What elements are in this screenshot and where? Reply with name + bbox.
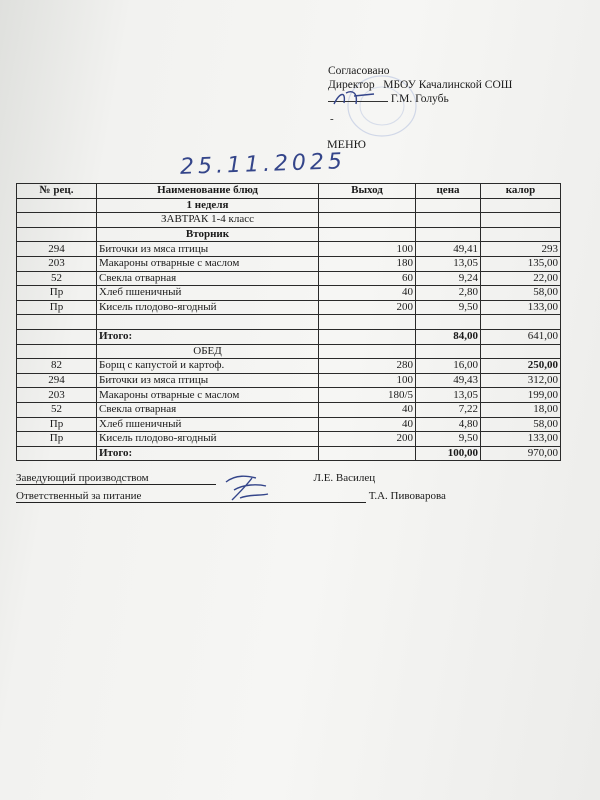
dish-output: 200 bbox=[319, 432, 416, 447]
dish-output: 100 bbox=[319, 373, 416, 388]
lunch-dish-row bbox=[17, 373, 561, 388]
day-label: Вторник bbox=[97, 227, 319, 242]
lunch-dish-row bbox=[17, 432, 561, 447]
dish-name: Биточки из мяса птицы bbox=[97, 242, 319, 257]
dish-price: 9,24 bbox=[416, 271, 481, 286]
lunch-dish-row bbox=[17, 417, 561, 432]
dish-price: 16,00 bbox=[416, 359, 481, 374]
breakfast-dish-row bbox=[17, 286, 561, 301]
dish-calories: 133,00 bbox=[481, 300, 561, 315]
dish-name: Макароны отварные с маслом bbox=[97, 256, 319, 271]
dish-output: 40 bbox=[319, 417, 416, 432]
total-label: Итого: bbox=[97, 446, 319, 461]
header-cell: калор bbox=[481, 184, 561, 199]
dish-calories: 58,00 bbox=[481, 286, 561, 301]
dish-calories: 312,00 bbox=[481, 373, 561, 388]
manager-label: Заведующий производством bbox=[16, 472, 216, 485]
breakfast-title-row bbox=[17, 213, 561, 228]
dish-calories: 250,00 bbox=[481, 359, 561, 374]
dish-name: Хлеб пшеничный bbox=[97, 417, 319, 432]
dish-name: Кисель плодово-ягодный bbox=[97, 432, 319, 447]
dish-price: 9,50 bbox=[416, 432, 481, 447]
header-cell: Наименование блюд bbox=[97, 184, 319, 199]
recipe-number: Пр bbox=[17, 300, 97, 315]
approval-agreed: Согласовано bbox=[328, 65, 390, 77]
dish-calories: 293 bbox=[481, 242, 561, 257]
responsible-name: Т.А. Пивоварова bbox=[368, 490, 446, 502]
header-row bbox=[17, 184, 561, 199]
menu-table bbox=[16, 183, 561, 461]
empty-row bbox=[17, 315, 561, 330]
dish-name: Борщ с капустой и картоф. bbox=[97, 359, 319, 374]
breakfast_total-row bbox=[17, 329, 561, 344]
director-role: Директор bbox=[328, 79, 375, 91]
dish-output: 100 bbox=[319, 242, 416, 257]
handwritten-date: 25.11.2025 bbox=[179, 149, 347, 180]
menu-title: МЕНЮ bbox=[327, 137, 366, 151]
dish-price: 49,41 bbox=[416, 242, 481, 257]
breakfast-dish-row bbox=[17, 256, 561, 271]
dish-output: 180 bbox=[319, 256, 416, 271]
dish-calories: 22,00 bbox=[481, 271, 561, 286]
dish-calories: 135,00 bbox=[481, 256, 561, 271]
recipe-number: 294 bbox=[17, 242, 97, 257]
total-label: Итого: bbox=[97, 329, 319, 344]
week-row bbox=[17, 198, 561, 213]
recipe-number: Пр bbox=[17, 286, 97, 301]
recipe-number: 52 bbox=[17, 402, 97, 417]
director-signature bbox=[330, 88, 380, 110]
dish-name: Кисель плодово-ягодный bbox=[97, 300, 319, 315]
dash-mark: - bbox=[330, 113, 334, 125]
dish-price: 2,80 bbox=[416, 286, 481, 301]
dish-output: 200 bbox=[319, 300, 416, 315]
dish-name: Макароны отварные с маслом bbox=[97, 388, 319, 403]
lunch-dish-row bbox=[17, 402, 561, 417]
responsible-label: Ответственный за питание bbox=[16, 490, 366, 503]
lunch-title-row bbox=[17, 344, 561, 359]
recipe-number: Пр bbox=[17, 417, 97, 432]
week-label: 1 неделя bbox=[97, 198, 319, 213]
dish-calories: 133,00 bbox=[481, 432, 561, 447]
recipe-number: Пр bbox=[17, 432, 97, 447]
dish-name: Свекла отварная bbox=[97, 271, 319, 286]
lunch_total-row bbox=[17, 446, 561, 461]
header-cell: Выход bbox=[319, 184, 416, 199]
breakfast-dish-row bbox=[17, 300, 561, 315]
manager-name: Л.Е. Василец bbox=[313, 472, 376, 484]
lunch-dish-row bbox=[17, 359, 561, 374]
day-row bbox=[17, 227, 561, 242]
dish-output: 280 bbox=[319, 359, 416, 374]
dish-name: Свекла отварная bbox=[97, 402, 319, 417]
header-cell: № рец. bbox=[17, 184, 97, 199]
dish-name: Хлеб пшеничный bbox=[97, 286, 319, 301]
total-calories: 641,00 bbox=[481, 329, 561, 344]
header-cell: цена bbox=[416, 184, 481, 199]
dish-price: 4,80 bbox=[416, 417, 481, 432]
recipe-number: 203 bbox=[17, 256, 97, 271]
dish-price: 9,50 bbox=[416, 300, 481, 315]
dish-price: 13,05 bbox=[416, 388, 481, 403]
school-name: МБОУ Качалинской СОШ bbox=[383, 79, 513, 91]
dish-output: 180/5 bbox=[319, 388, 416, 403]
dish-calories: 199,00 bbox=[481, 388, 561, 403]
recipe-number: 82 bbox=[17, 359, 97, 374]
total-calories: 970,00 bbox=[481, 446, 561, 461]
responsible-line bbox=[16, 490, 446, 503]
total-price: 100,00 bbox=[416, 446, 481, 461]
dish-price: 7,22 bbox=[416, 402, 481, 417]
lunch-title: ОБЕД bbox=[97, 344, 319, 359]
dish-price: 49,43 bbox=[416, 373, 481, 388]
dish-output: 40 bbox=[319, 286, 416, 301]
breakfast-title: ЗАВТРАК 1-4 класс bbox=[97, 213, 319, 228]
recipe-number: 203 bbox=[17, 388, 97, 403]
lunch-dish-row bbox=[17, 388, 561, 403]
total-price: 84,00 bbox=[416, 329, 481, 344]
manager-line bbox=[16, 472, 375, 485]
breakfast-dish-row bbox=[17, 271, 561, 286]
director-name: Г.М. Голубь bbox=[390, 93, 449, 105]
recipe-number: 52 bbox=[17, 271, 97, 286]
dish-price: 13,05 bbox=[416, 256, 481, 271]
breakfast-dish-row bbox=[17, 242, 561, 257]
dish-output: 60 bbox=[319, 271, 416, 286]
dish-calories: 58,00 bbox=[481, 417, 561, 432]
dish-name: Биточки из мяса птицы bbox=[97, 373, 319, 388]
dish-output: 40 bbox=[319, 402, 416, 417]
dish-calories: 18,00 bbox=[481, 402, 561, 417]
recipe-number: 294 bbox=[17, 373, 97, 388]
